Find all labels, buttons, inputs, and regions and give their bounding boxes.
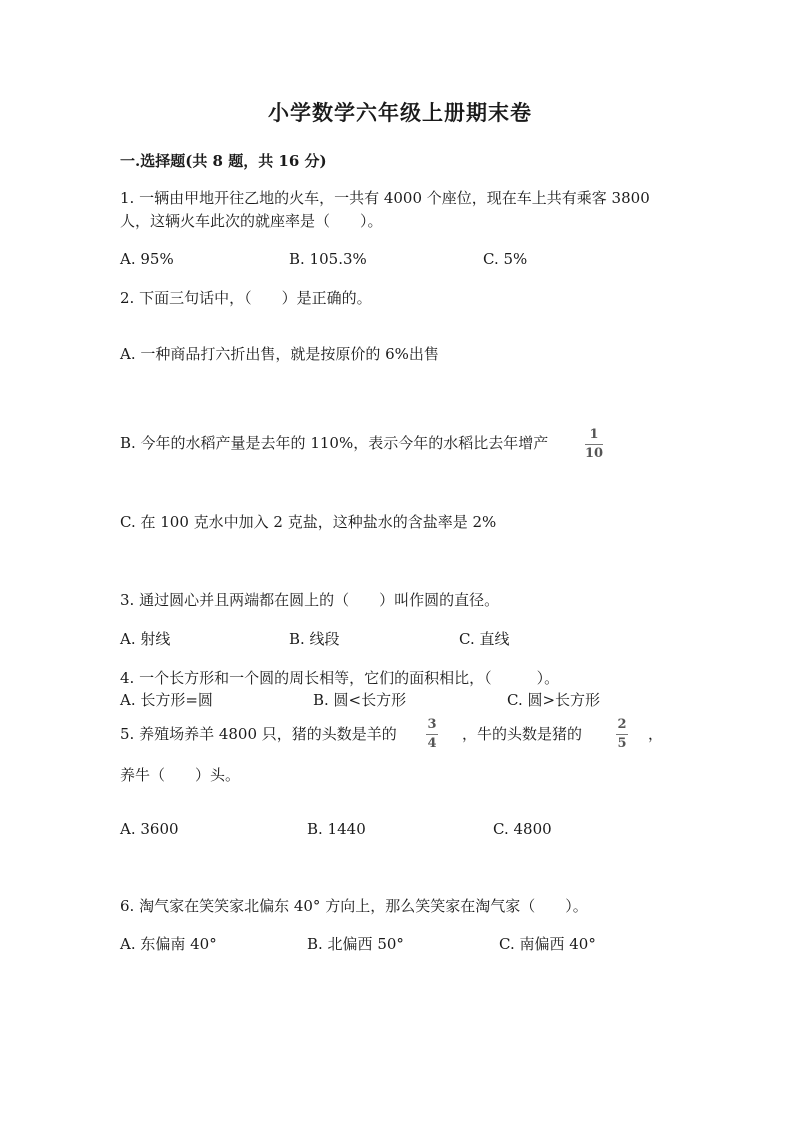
q4-stem: 4. 一个长方形和一个圆的周长相等，它们的面积相比，（ ）。 (120, 669, 560, 687)
q1-option-b: B. 105.3% (289, 250, 367, 268)
q6-option-c: C. 南偏西 40° (499, 935, 596, 953)
q5-option-a: A. 3600 (120, 820, 179, 838)
fraction-numerator: 2 (617, 717, 627, 732)
q1-option-c: C. 5% (483, 250, 528, 268)
q3-stem: 3. 通过圆心并且两端都在圆上的（ ）叫作圆的直径。 (120, 591, 500, 609)
fraction-bar (616, 734, 628, 735)
q4-option-c: C. 圆>长方形 (507, 691, 601, 709)
fraction-denominator: 4 (427, 736, 437, 751)
q5-stem-line2: 养牛（ ）头。 (120, 766, 241, 784)
q2-option-a: A. 一种商品打六折出售，就是按原价的 6%出售 (120, 345, 439, 363)
q4-option-a: A. 长方形=圆 (120, 691, 213, 709)
fraction-numerator: 1 (589, 427, 599, 442)
fraction-numerator: 3 (427, 717, 437, 732)
q2-option-c: C. 在 100 克水中加入 2 克盐，这种盐水的含盐率是 2% (120, 513, 497, 531)
q3-option-b: B. 线段 (289, 630, 340, 648)
fraction-bar (426, 734, 438, 735)
q5-stem-part3: ， (648, 725, 664, 743)
q2-stem: 2. 下面三句话中，（ ）是正确的。 (120, 289, 372, 307)
page-title: 小学数学六年级上册期末卷 (268, 100, 532, 125)
q2-option-b: B. 今年的水稻产量是去年的 110%，表示今年的水稻比去年增产 (120, 434, 549, 452)
q1-stem-line1: 1. 一辆由甲地开往乙地的火车，一共有 4000 个座位，现在车上共有乘客 3800 (120, 189, 650, 207)
q2-fraction (585, 428, 603, 461)
q5-option-b: B. 1440 (307, 820, 366, 838)
q4-option-b: B. 圆<长方形 (313, 691, 407, 709)
q5-fraction-pig (616, 718, 628, 751)
q3-option-a: A. 射线 (120, 630, 171, 648)
q5-option-c: C. 4800 (493, 820, 552, 838)
q3-option-c: C. 直线 (459, 630, 510, 648)
q6-option-a: A. 东偏南 40° (120, 935, 217, 953)
q1-stem-line2: 人，这辆火车此次的就座率是（ ）。 (120, 212, 383, 230)
q1-option-a: A. 95% (120, 250, 174, 268)
fraction-denominator: 5 (617, 736, 627, 751)
q5-stem-part1: 5. 养殖场养羊 4800 只，猪的头数是羊的 (120, 725, 397, 743)
fraction-bar (585, 444, 603, 445)
q5-fraction-sheep (426, 718, 438, 751)
q6-option-b: B. 北偏西 50° (307, 935, 404, 953)
q6-stem: 6. 淘气家在笑笑家北偏东 40° 方向上，那么笑笑家在淘气家（ ）。 (120, 897, 588, 915)
fraction-denominator: 10 (585, 446, 604, 461)
q5-stem-part2: ，牛的头数是猪的 (462, 725, 583, 743)
section-heading: 一.选择题(共 8 题，共 16 分) (120, 152, 327, 170)
